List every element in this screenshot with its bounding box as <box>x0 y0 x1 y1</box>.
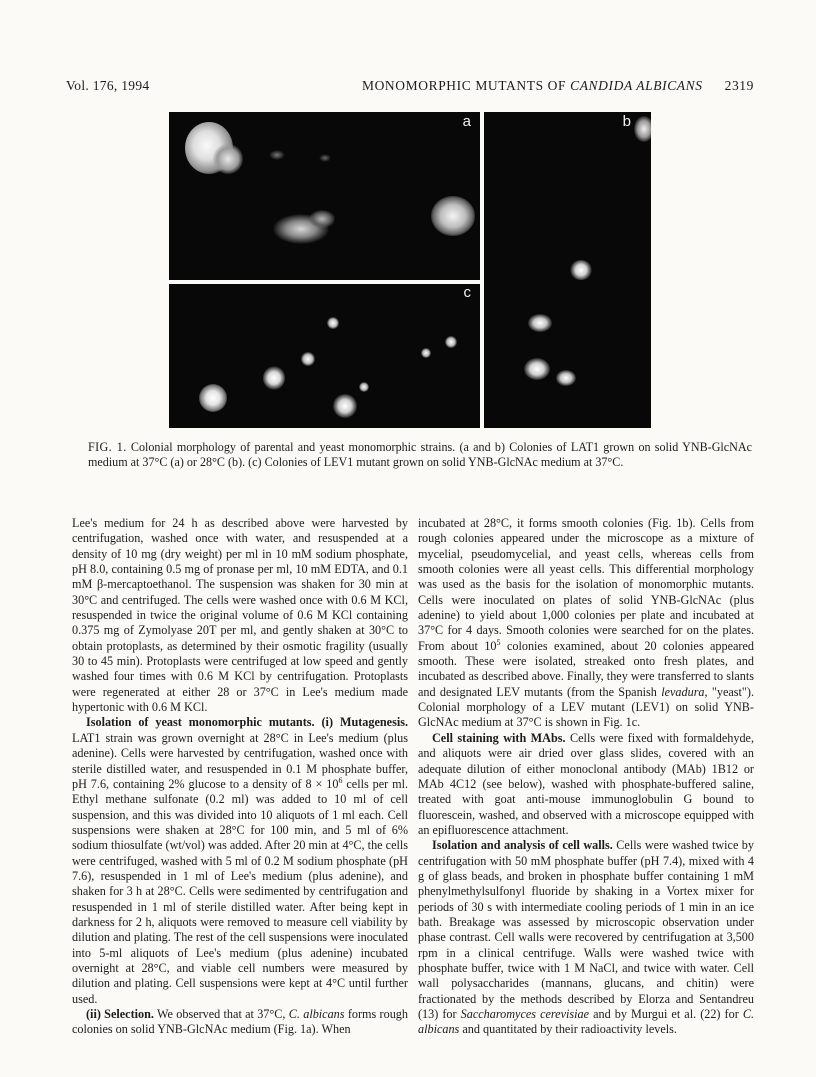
colony-smooth <box>524 358 550 380</box>
paragraph-selection <box>72 1007 408 1038</box>
colony-faint <box>319 154 331 162</box>
colony-rough <box>213 144 243 174</box>
paragraph-cell-walls <box>418 838 754 1037</box>
figure-caption-id: FIG. 1. <box>88 440 127 454</box>
page-number: 2319 <box>724 78 754 93</box>
section-heading-selection: (ii) Selection. <box>86 1007 154 1021</box>
colony-edge <box>634 116 651 142</box>
figure-1 <box>169 112 651 428</box>
figure-caption-text: Colonial morphology of parental and yeast monomorphic strains. (a and b) Colonies of LAT1 grown on solid YNB-GlcNAc medium at 37°C (a) or 28°C (b). (c) Colonies of LEV1 mutant grown on solid YNB-GlcNAc medium at 37°C. <box>88 440 752 470</box>
colony-smooth <box>327 317 339 329</box>
paragraph-selection-continued <box>418 516 754 731</box>
text-segment: colonies examined, about 20 colonies appeared smooth. These were isolated, streaked onto fresh plates, and incubated as described above. Finally, they were transferred to slants and designated LEV mutants (from the Spanish <box>418 638 754 699</box>
paragraph-protoplasts: Lee's medium for 24 h as described above were harvested by centrifugation, washed once with water, and resuspended at a density of 10 mg (dry weight) per ml in 10 mM sodium phosphate, pH 8.0, containing 0.5 mg of pronase per ml, 10 mM EDTA, and 0.1 mM β-mercaptoethanol. The suspension was shaken for 30 min at 30°C and centrifuged. The cells were washed once with 0.6 M KCl, resuspended in twice the original volume of 0.6 M KCl containing 0.375 mg of Zymolyase 20T per ml, and gently shaken at 30°C to obtain protoplasts, as determined by their osmotic fragility (usually 30 to 45 min). Protoplasts were centrifuged at low speed and gently washed four times with 0.6 M KCl by centrifugation. Protoplasts were regenerated at either 28 or 37°C in Lee's medium made hypertonic with 0.6 M KCl. <box>72 516 408 715</box>
text-segment: Cells were fixed with formaldehyde, and aliquots were air dried over glass slides, covered with an adequate dilution of either monoclonal antibody (MAb) 1B12 or MAb 4C12 (see below), washed with phosphate-buffered saline, treated with goat anti-mouse immunoglobulin G bound to fluorescein, washed, and observed with a microscope equipped with an epifluorescence attachment. <box>418 730 754 837</box>
colony-smooth <box>421 348 431 358</box>
running-title-species: CANDIDA ALBICANS <box>570 78 703 93</box>
section-heading-mutagenesis: Isolation of yeast monomorphic mutants. (i) Mutagenesis. <box>86 715 408 730</box>
colony-rough <box>431 196 475 236</box>
figure-panel-a <box>169 112 480 280</box>
text-segment: LAT1 strain was grown overnight at 28°C in Lee's medium (plus adenine). Cells were harvested by centrifugation, washed once with sterile distilled water, and resuspended in 0.1 M phosphate buffer, pH 7.6, containing 2% glucose to a density of 8 × 10 <box>72 730 408 791</box>
colony-smooth <box>556 370 576 386</box>
text-segment: and by Murgui et al. (22) for <box>589 1007 743 1021</box>
paragraph-cell-staining <box>418 731 754 838</box>
text-segment: Cells were washed twice by centrifugation with 50 mM phosphate buffer (pH 7.4), mixed with 4 g of glass beads, and broken in phosphate buffer containing 1 mM phenylmethylsulfonyl fluoride by shaking in a Vortex mixer for periods of 30 s with intermediate cooling periods of 1 min in an ice bath. Breakage was assessed by microscopic observation under phase contrast. Cell walls were recovered by centrifugation at 3,500 rpm in a clinical centrifuge. Walls were washed twice with phosphate buffer, twice with 1 M NaCl, and twice with water. Cell wall polysaccharides (mannans, glucans, and chitin) were fractionated by the methods described by Elorza and Sentandreu (13) for <box>418 838 754 1021</box>
colony-smooth <box>301 352 315 366</box>
journal-volume: Vol. 176, 1994 <box>66 78 150 93</box>
figure-panel-c <box>169 284 480 428</box>
text-segment: We observed that at 37°C, <box>153 1007 289 1021</box>
colony-smooth <box>199 384 227 412</box>
text-segment: forms rough colonies on solid YNB-GlcNAc medium (Fig. 1a). When <box>72 1007 408 1037</box>
text-segment: , "yeast"). Colonial morphology of a LEV mutant (LEV1) on solid YNB-GlcNAc medium at 37°C is shown in Fig. 1c. <box>418 684 754 730</box>
panel-label-c: c <box>463 284 471 301</box>
colony-rough <box>309 210 335 228</box>
colony-smooth <box>570 260 592 280</box>
figure-caption <box>88 440 752 470</box>
colony-smooth <box>333 394 357 418</box>
colony-faint <box>269 150 285 160</box>
section-heading-cell-staining: Cell staining with MAbs. <box>432 730 566 745</box>
species-name: C. albicans <box>288 1007 345 1021</box>
panel-label-b: b <box>622 113 631 130</box>
running-title-text: MONOMORPHIC MUTANTS OF <box>361 78 571 93</box>
superscript: 6 <box>338 775 343 785</box>
colony-smooth <box>263 366 285 390</box>
paragraph-mutagenesis <box>72 715 408 1007</box>
panel-label-a: a <box>462 113 471 130</box>
running-header <box>66 78 754 96</box>
text-segment: cells per ml. Ethyl methane sulfonate (0.2 ml) was added to 10 ml of cell suspension, and this was divided into 10 aliquots of 1 ml each. Cell suspensions were shaken at 28°C for 100 min, and 5 ml of 6% sodium thiosulfate (wt/vol) was added. After 20 min at 4°C, the cells were centrifuged, washed with 5 ml of 0.2 M sodium phosphate (pH 7.6), resuspended in 1 ml of Lee's medium (plus adenine), and shaken for 3 h at 28°C. Cells were sedimented by centrifugation and resuspended in 1 ml of sterile distilled water. After being kept in darkness for 2 h, aliquots were removed to measure cell viability by dilution and plating. The rest of the cell suspensions were inoculated into 5-ml aliquots of Lee's medium (plus adenine) incubated overnight at 28°C, and viable cell numbers were measured by dilution and plating. Cell suspensions were kept at 4°C until further used. <box>72 776 408 1006</box>
species-name: C. albicans <box>418 1007 755 1037</box>
colony-smooth <box>445 336 457 348</box>
species-name: Saccharomyces cerevisiae <box>460 1007 590 1021</box>
text-segment: and quantitated by their radioactivity levels. <box>459 1022 677 1037</box>
section-heading-cell-walls: Isolation and analysis of cell walls. <box>432 838 613 853</box>
running-title <box>362 78 754 94</box>
colony-smooth <box>359 382 369 392</box>
superscript: 5 <box>496 637 501 647</box>
left-column <box>72 516 408 1038</box>
figure-panel-b <box>484 112 651 428</box>
text-segment: incubated at 28°C, it forms smooth colonies (Fig. 1b). Cells from rough colonies appeared under the microscope as a mixture of mycelial, pseudomycelial, and yeast cells, whereas cells from smooth colonies were all yeast cells. This differential morphology was used as the basis for the isolation of monomorphic mutants. Cells were inoculated on plates of solid YNB-GlcNAc (plus adenine) to yield about 1,000 colonies per plate and incubated at 37°C for 4 days. Smooth colonies were searched for on the plates. From about 10 <box>418 516 754 653</box>
right-column <box>418 516 754 1038</box>
colony-smooth <box>528 314 552 332</box>
spanish-word: levadura <box>661 684 705 699</box>
